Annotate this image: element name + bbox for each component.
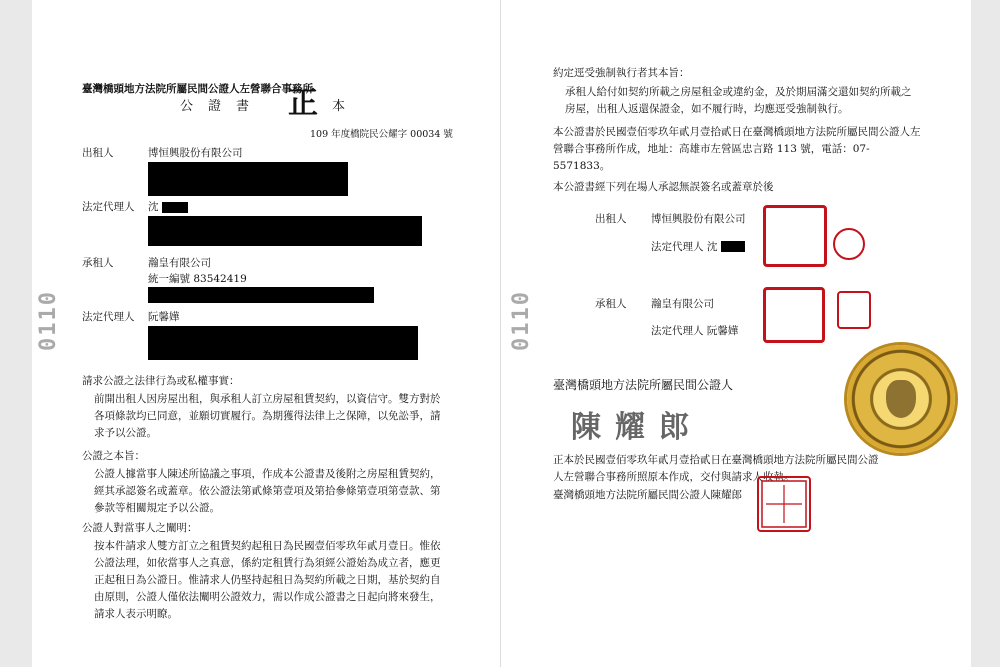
punch-number: 0110 <box>509 290 534 351</box>
sign-lessor-label: 出租人 <box>595 213 627 225</box>
rep-seal <box>833 228 865 260</box>
doc-title-big: 正 <box>288 86 318 121</box>
company-seal <box>763 287 825 343</box>
redaction-bar <box>721 241 745 252</box>
notary-gold-seal <box>847 345 955 453</box>
doc-title: 公 證 書 <box>180 99 251 114</box>
lessor-rep-name: 沈 <box>148 201 159 213</box>
notary-title: 臺灣橋頭地方法院所屬民間公證人 <box>553 378 734 392</box>
lessor-label: 出租人 <box>82 147 114 159</box>
notary-signature: 陳耀郎 <box>571 410 703 445</box>
explain-heading: 公證人對當事人之闡明： <box>82 522 198 534</box>
doc-number: 109 年度橋院民公耀字 00034 號 <box>310 129 453 140</box>
request-body: 前開出租人因房屋出租，與承租人訂立房屋租賃契約，以資信守。雙方對於各項條款均已同意，並願切實履行。為期獲得法律上之保障，以免訟爭，請求予以公證。 <box>94 393 441 439</box>
basis-heading: 公證之本旨： <box>82 450 145 462</box>
rep-seal <box>837 291 871 329</box>
enforce-body: 承租人給付如契約所載之房屋租金或違約金，及於期屆滿交還如契約所載之房屋，出租人返還保證金，如不履行時，均應逕受強制執行。 <box>565 86 912 115</box>
redaction-bar <box>148 216 422 246</box>
redaction-bar <box>148 326 418 360</box>
company-seal <box>763 205 827 267</box>
lessee-name: 瀚皇有限公司 <box>148 257 211 269</box>
office-name: 臺灣橋頭地方法院所屬民間公證人左營聯合事務所 <box>82 83 313 95</box>
copy-body: 正本於民國壹佰零玖年貳月壹拾貳日在臺灣橋頭地方法院所屬民間公證人左營聯合事務所照原本作成，交付與請求人收執。 <box>553 454 879 483</box>
place-body: 本公證書於民國壹佰零玖年貳月壹拾貳日在臺灣橋頭地方法院所屬民間公證人左營聯合事務所作成，地址：高雄市左營區忠言路 113 號，電話：07-5571833。 <box>553 126 921 172</box>
basis-body: 公證人據當事人陳述所協議之事項，作成本公證書及後附之房屋租賃契約，經其承認簽名或蓋章。依公證法第貳條第壹項及第拾參條第壹項第壹款、第參款等相關規定予以公證。 <box>94 468 441 514</box>
lessee-rep-label: 法定代理人 <box>82 311 135 323</box>
sign-lessee-rep: 法定代理人 阮馨嬅 <box>651 325 739 337</box>
request-heading: 請求公證之法律行為或私權事實： <box>82 375 240 387</box>
lessee-rep-name: 阮馨嬅 <box>148 311 180 323</box>
notary-square-seal <box>757 476 811 532</box>
left-page <box>32 0 500 667</box>
punch-number: 0110 <box>36 290 61 351</box>
lessee-id: 統一編號 83542419 <box>148 273 247 285</box>
doc-title-suffix: 本 <box>332 99 346 114</box>
lessor-rep-label: 法定代理人 <box>82 201 135 213</box>
redaction-bar <box>148 287 374 303</box>
sign-lessor-name: 博恒興股份有限公司 <box>651 213 746 225</box>
redaction-bar <box>162 202 188 213</box>
notary-seal-mark <box>760 479 808 529</box>
lessor-name: 博恒興股份有限公司 <box>148 147 243 159</box>
explain-body: 按本件請求人雙方訂立之租賃契約起租日為民國壹佰零玖年貳月壹日。惟依公證法理，如依當事人之真意，係約定租賃行為須經公證始為成立者，應更正起租日為公證日。惟請求人仍堅持起租日為契約所載之日期，基於契約自由原則，公證人僅依法闡明公證效力，需以作成公證書之日起向將來發生，請求人表示明瞭。 <box>94 540 441 620</box>
right-page <box>500 0 971 667</box>
sign-lessee-label: 承租人 <box>595 298 627 310</box>
sign-lessor-rep: 法定代理人 沈 <box>651 241 718 253</box>
copy-notary: 臺灣橋頭地方法院所屬民間公證人陳耀郎 <box>553 489 742 501</box>
sign-lessee-name: 瀚皇有限公司 <box>651 298 714 310</box>
lessee-label: 承租人 <box>82 257 114 269</box>
sign-intro: 本公證書經下列在場人承認無誤簽名或蓋章於後 <box>553 181 774 193</box>
redaction-bar <box>148 162 348 196</box>
enforce-heading: 約定逕受強制執行者其本旨： <box>553 67 690 79</box>
